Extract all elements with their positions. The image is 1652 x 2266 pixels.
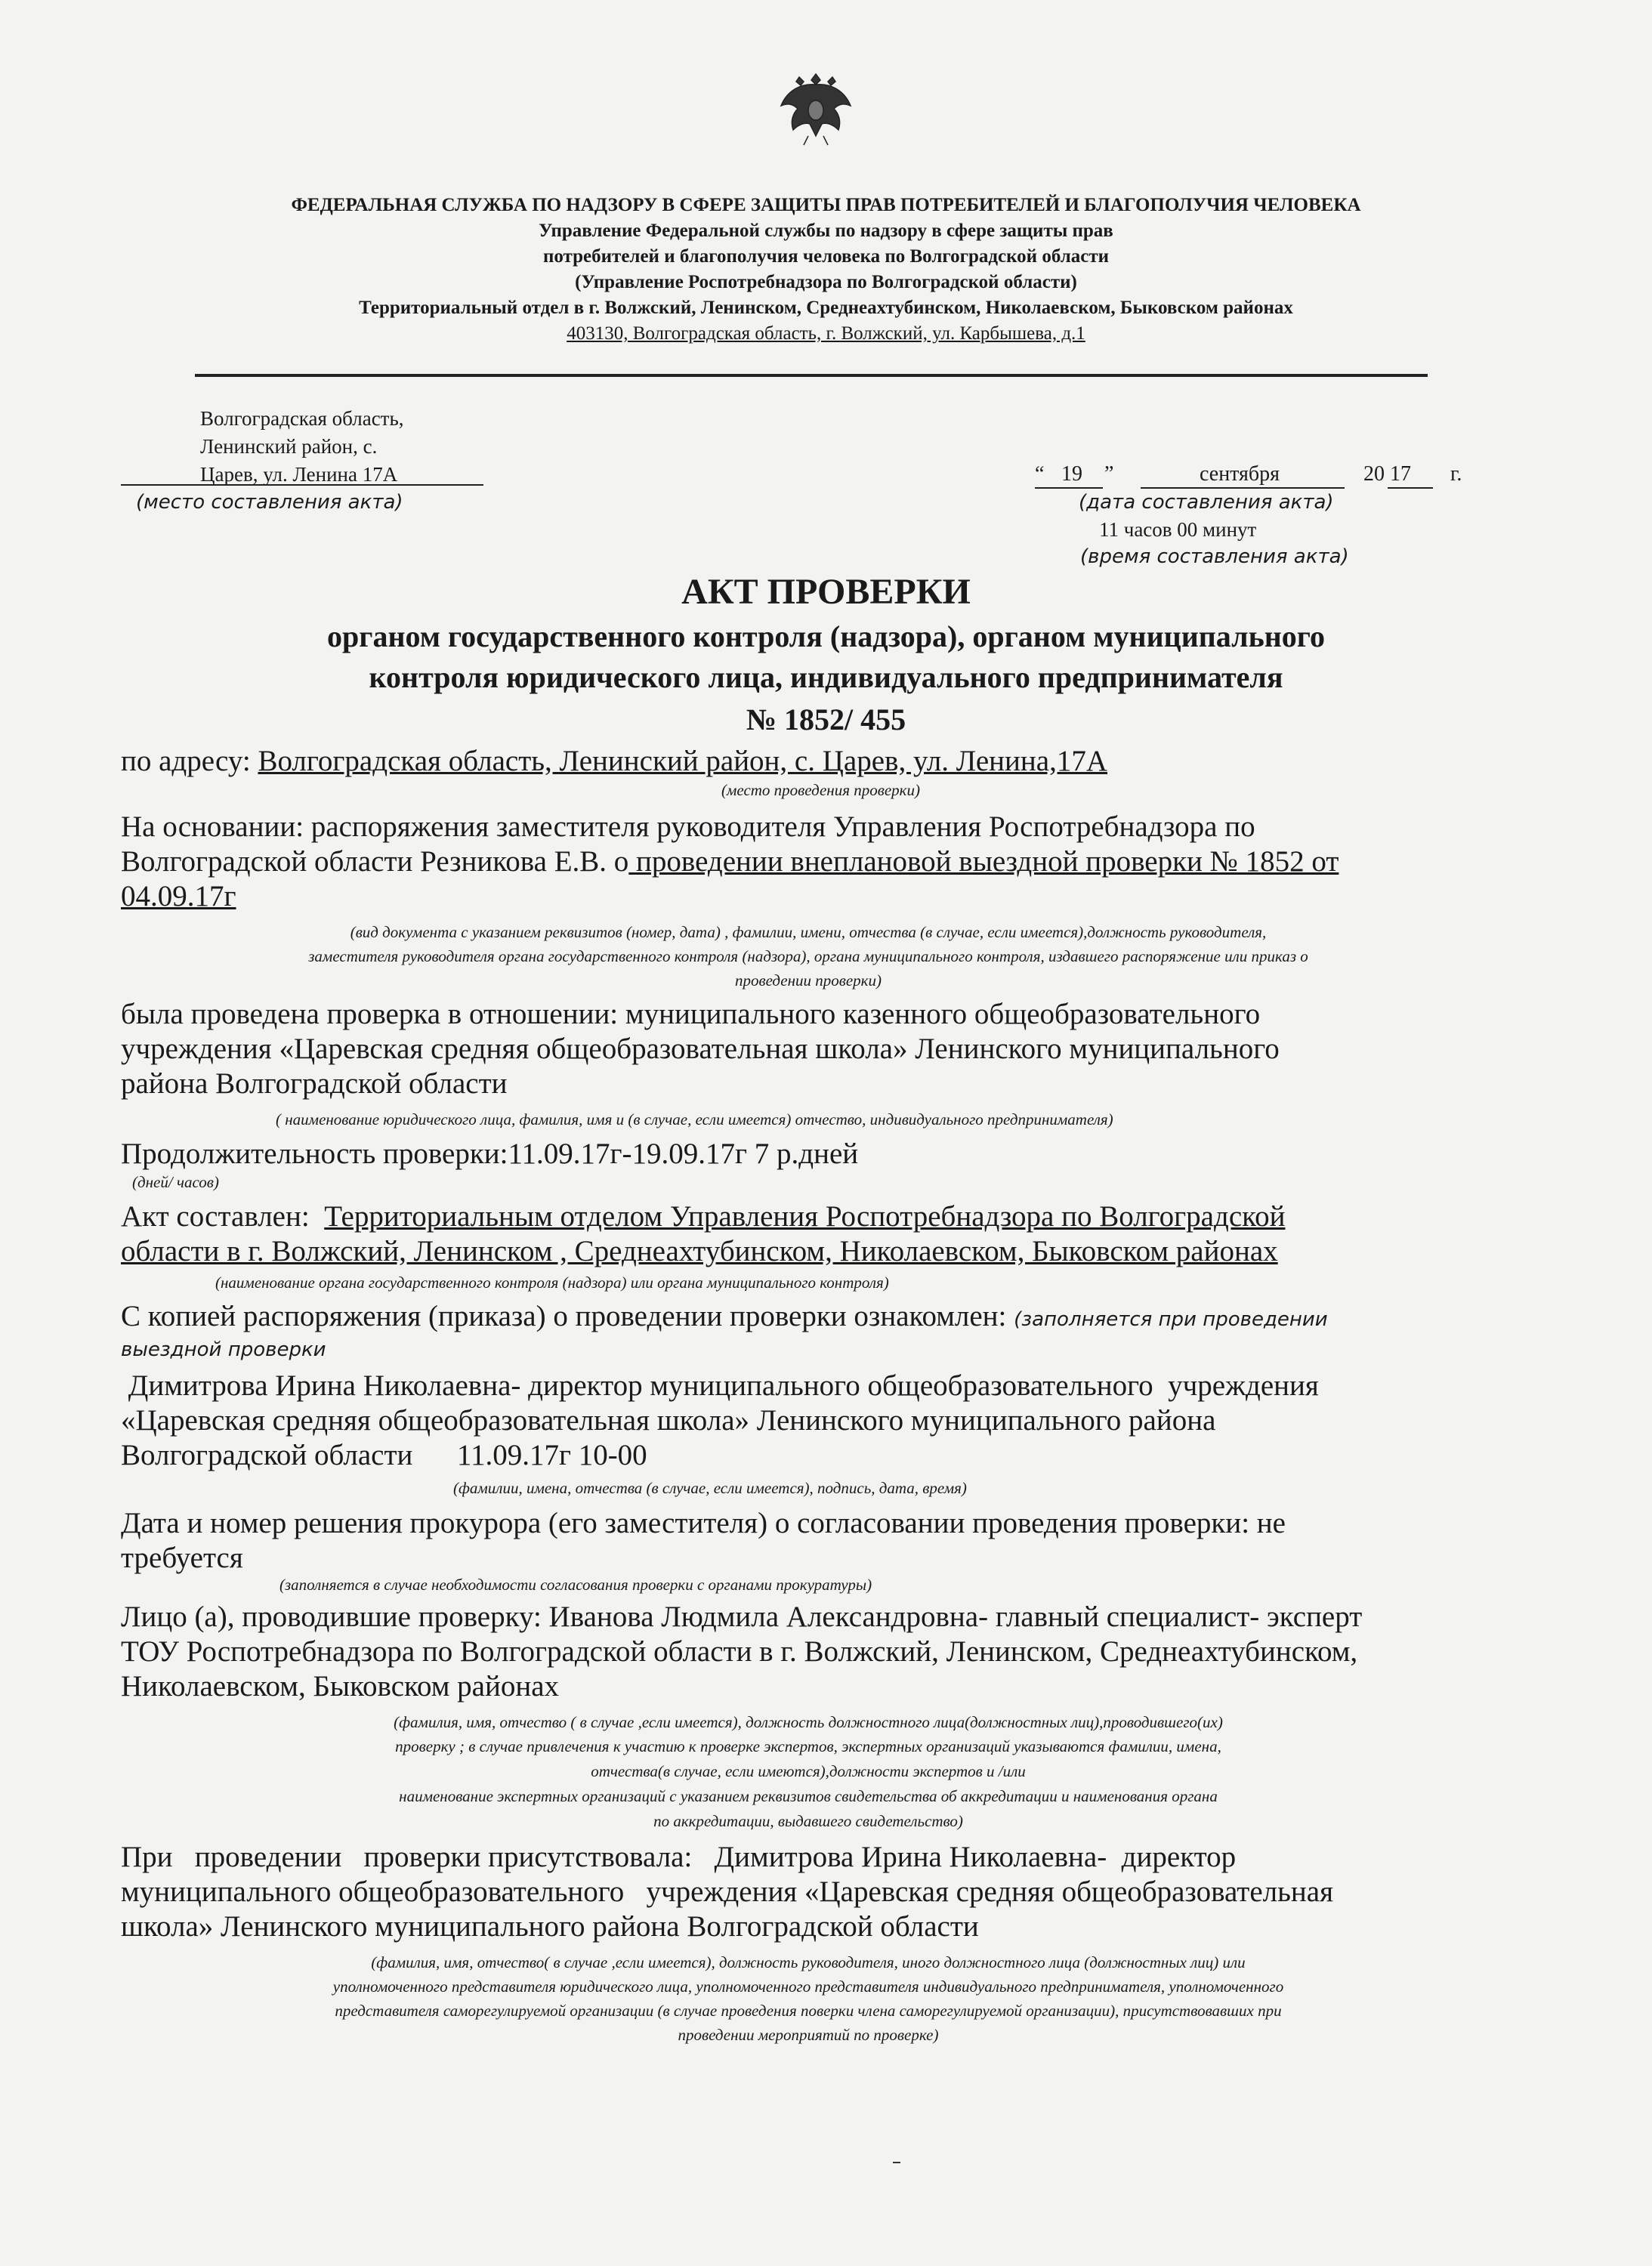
present-line-3: школа» Ленинского муниципального района Волгоградской области	[121, 1910, 979, 1943]
compiled-by-line-1	[121, 1199, 1499, 1234]
document-subtitle-2: контроля юридического лица, индивидуального предпринимателя	[369, 660, 1283, 694]
prosecutor-caption: (заполняется в случае необходимости согласования проверки с органами прокуратуры)	[279, 1576, 872, 1594]
day-underline	[1035, 487, 1103, 489]
date-open-quote: “	[1035, 462, 1045, 486]
basis-order-subject: проведении внеплановой выездной проверки № 1852 от	[628, 845, 1339, 878]
acquainted-line-1	[121, 1299, 1503, 1337]
compiled-by-org-1: Территориальным отделом Управления Роспотребнадзора по Волгоградской	[324, 1200, 1286, 1233]
inspectors-line-3: Николаевском, Быковском районах	[121, 1670, 560, 1703]
date-close-quote: ”	[1104, 462, 1114, 486]
basis-caption-1: (вид документа с указанием реквизитов (номер, дата) , фамилии, имени, отчества (в случае, если имеется),должность руководителя,	[350, 923, 1267, 941]
inspectors-line-1: Лицо (а), проводившие проверку: Иванова Людмила Александровна- главный специалист- эксперт	[121, 1601, 1363, 1633]
department-line-2: потребителей и благополучия человека по Волгоградской области	[542, 246, 1110, 267]
acquainted-line-4: Волгоградской области 11.09.17г 10-00	[121, 1439, 647, 1471]
office-address	[121, 323, 1531, 344]
basis-line-2	[121, 844, 1507, 879]
present-line-1: При проведении проверки присутствовала: Димитрова Ирина Николаевна- директор	[121, 1841, 1237, 1873]
subject-line-3: района Волгоградской области	[121, 1067, 508, 1100]
subject-line-2: учреждения «Царевская средняя общеобразовательная школа» Ленинского муниципального	[121, 1033, 1280, 1065]
basis-caption-2: заместителя руководителя органа государственного контроля (надзора), органа муниципального контроля, издавшего распоряжение или приказ о	[308, 947, 1308, 965]
date-year: 17	[1390, 462, 1411, 486]
duration-caption: (дней/ часов)	[132, 1173, 219, 1191]
date-month: сентября	[1200, 462, 1280, 486]
basis-order-author: Волгоградской области Резникова Е.В. о	[121, 845, 629, 878]
acquainted-note-1: (заполняется при проведении	[1014, 1308, 1328, 1331]
inspection-address	[121, 744, 1107, 779]
present-caption-2: уполномоченного представителя юридического лица, уполномоченного представителя индивидуального предпринимателя, уполномоченного	[332, 1977, 1284, 1996]
compilation-time: 11 часов 00 минут	[1099, 518, 1257, 541]
year-underline	[1388, 487, 1433, 489]
basis-line-1: На основании: распоряжения заместителя руководителя Управления Роспотребнадзора по	[121, 810, 1255, 843]
date-year-suffix: г.	[1450, 462, 1462, 486]
place-underline	[121, 484, 483, 486]
present-caption-4: проведении мероприятий по проверке)	[678, 2026, 939, 2044]
coat-of-arms-icon	[770, 60, 861, 151]
compilation-place-line-2: Ленинский район, с.	[200, 435, 378, 458]
acquainted-line-3: «Царевская средняя общеобразовательная школа» Ленинского муниципального района	[121, 1404, 1216, 1437]
time-caption: (время составления акта)	[1080, 545, 1349, 568]
document-title: АКТ ПРОВЕРКИ	[681, 572, 971, 612]
place-caption: (место составления акта)	[136, 491, 403, 514]
acquainted-caption: (фамилии, имена, отчества (в случае, если имеется), подпись, дата, время)	[453, 1479, 967, 1497]
inspectors-caption-1: (фамилия, имя, отчество ( в случае ,если имеется), должность должностного лица(должностных лиц),проводившего(их)	[394, 1713, 1223, 1731]
office-address-text: 403130, Волгоградская область, г. Волжский, ул. Карбышева, д.1	[567, 323, 1085, 344]
inspectors-caption-3: отчества(в случае, если имеются),должности экспертов и /или	[591, 1762, 1026, 1780]
present-line-2: муниципального общеобразовательного учреждения «Царевская средняя общеобразовательная	[121, 1875, 1334, 1908]
department-line-1: Управление Федеральной службы по надзору в сфере защиты прав	[539, 221, 1113, 241]
inspection-duration: Продолжительность проверки:11.09.17г-19.09.17г 7 р.дней	[121, 1138, 859, 1170]
compiled-by-caption: (наименование органа государственного контроля (надзора) или органа муниципального контроля)	[215, 1273, 889, 1292]
basis-caption-3: проведении проверки)	[734, 971, 882, 989]
header-divider	[195, 374, 1428, 377]
date-caption: (дата составления акта)	[1079, 491, 1334, 514]
present-caption-1: (фамилия, имя, отчество( в случае ,если имеется), должность руководителя, иного должностного лица (должностных лиц) или	[371, 1953, 1246, 1971]
compiled-by-org-2: области в г. Волжский, Ленинском , Среднеахтубинском, Николаевском, Быковском районах	[121, 1235, 1278, 1267]
basis-order-date: 04.09.17г	[121, 880, 236, 912]
subject-caption: ( наименование юридического лица, фамилия, имя и (в случае, если имеется) отчество, индивидуального предпринимателя)	[276, 1110, 1113, 1128]
inspectors-caption-4: наименование экспертных организаций с указанием реквизитов свидетельства об аккредитации и наименования органа	[399, 1787, 1218, 1805]
acquainted-note-2: выездной проверки	[121, 1338, 326, 1361]
subject-line-1: была проведена проверка в отношении: муниципального казенного общеобразовательного	[121, 998, 1261, 1030]
compilation-place	[200, 405, 404, 489]
date-year-prefix: 20	[1363, 462, 1385, 486]
compilation-place-line-1: Волгоградская область,	[200, 407, 404, 430]
act-number: № 1852/ 455	[746, 702, 906, 736]
document-subtitle-1: органом государственного контроля (надзора), органом муниципального	[327, 619, 1325, 653]
prosecutor-line-1: Дата и номер решения прокурора (его заместителя) о согласовании проведения проверки: не	[121, 1507, 1286, 1539]
month-underline	[1141, 487, 1345, 489]
prosecutor-line-2: требуется	[121, 1542, 243, 1574]
territorial-office: Территориальный отдел в г. Волжский, Ленинском, Среднеахтубинском, Николаевском, Быковском районах	[359, 298, 1293, 318]
inspectors-caption-2: проверку ; в случае привлечения к участию к проверке экспертов, экспертных организаций указываются фамилии, имена,	[395, 1737, 1221, 1755]
acquainted-line-2: Димитрова Ирина Николаевна- директор муниципального общеобразовательного учреждения	[121, 1369, 1319, 1402]
acquainted-text: С копией распоряжения (приказа) о проведении проверки ознакомлен:	[121, 1300, 1007, 1332]
address-value: Волгоградская область, Ленинский район, с. Царев, ул. Ленина,17А	[258, 745, 1108, 777]
inspectors-line-2: ТОУ Роспотребнадзора по Волгоградской области в г. Волжский, Ленинском, Среднеахтубинском,	[121, 1635, 1358, 1668]
inspectors-caption-5: по аккредитации, выдавшего свидетельство)	[653, 1812, 963, 1830]
present-caption-3: представителя саморегулируемой организации (в случае проведения поверки члена саморегулируемой организации), присутствовавших при	[335, 2002, 1282, 2020]
date-day: 19	[1061, 462, 1082, 486]
scan-mark	[893, 2162, 900, 2163]
address-caption: (место проведения проверки)	[721, 781, 920, 799]
address-label: по адресу:	[121, 745, 251, 777]
agency-name: ФЕДЕРАЛЬНАЯ СЛУЖБА ПО НАДЗОРУ В СФЕРЕ ЗАЩИТЫ ПРАВ ПОТРЕБИТЕЛЕЙ И БЛАГОПОЛУЧИЯ ЧЕЛОВЕКА	[291, 195, 1361, 215]
compilation-place-line-3: Царев, ул. Ленина 17А	[200, 463, 398, 486]
compiled-by-label: Акт составлен:	[121, 1200, 310, 1233]
department-short-name: (Управление Роспотребнадзора по Волгоградской области)	[575, 272, 1077, 292]
